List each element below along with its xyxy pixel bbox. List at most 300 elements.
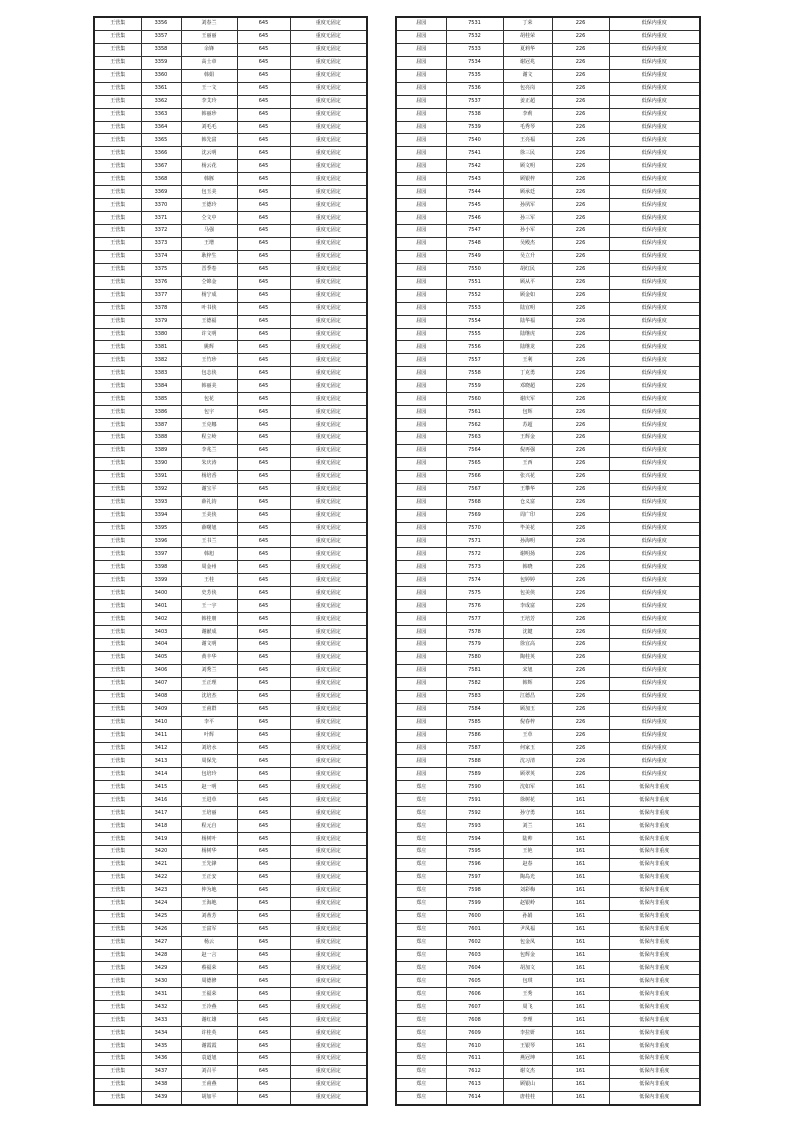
name-cell: 王甫燕 [181,1078,237,1091]
amount-cell: 226 [552,237,609,250]
table-row [94,393,367,406]
table-row [94,626,367,639]
name-cell: 顾文明 [503,160,552,173]
amount-cell: 645 [237,664,290,677]
village-cell: 屈园 [396,626,446,639]
category-cell: 低保内重度 [609,17,700,30]
name-cell: 毛秀琴 [503,121,552,134]
amount-cell: 226 [552,729,609,742]
name-cell: 包培玲 [181,768,237,781]
category-cell: 重度无固定 [290,923,367,936]
amount-cell: 226 [552,651,609,664]
name-cell: 谢文明 [181,639,237,652]
village-cell: 屈园 [396,548,446,561]
village-cell: 王营集 [94,406,141,419]
village-cell: 王营集 [94,1091,141,1104]
table-row [396,237,700,250]
id-cell: 3417 [141,807,181,820]
name-cell: 叶辉 [181,729,237,742]
name-cell: 倪再强 [503,444,552,457]
amount-cell: 645 [237,212,290,225]
village-cell: 王营集 [94,1065,141,1078]
id-cell: 3391 [141,470,181,483]
amount-cell: 161 [552,975,609,988]
amount-cell: 645 [237,1065,290,1078]
village-cell: 王营集 [94,393,141,406]
category-cell: 重度无固定 [290,496,367,509]
category-cell: 低保内重度 [609,419,700,432]
id-cell: 7602 [446,936,503,949]
amount-cell: 226 [552,160,609,173]
id-cell: 3435 [141,1040,181,1053]
amount-cell: 226 [552,380,609,393]
id-cell: 3405 [141,651,181,664]
category-cell: 低保内非重度 [609,988,700,1001]
village-cell: 王营集 [94,975,141,988]
amount-cell: 645 [237,755,290,768]
amount-cell: 645 [237,1014,290,1027]
id-cell: 3396 [141,535,181,548]
id-cell: 3363 [141,108,181,121]
name-cell: 王克娜 [181,419,237,432]
id-cell: 7555 [446,328,503,341]
name-cell: 陆宜明 [503,302,552,315]
name-cell: 徐树花 [503,794,552,807]
amount-cell: 645 [237,535,290,548]
name-cell: 孙守勇 [503,807,552,820]
id-cell: 7588 [446,755,503,768]
village-cell: 屈园 [396,237,446,250]
name-cell: 包花 [181,393,237,406]
name-cell: 王攀华 [503,483,552,496]
table-row [396,250,700,263]
table-row [94,276,367,289]
amount-cell: 645 [237,121,290,134]
village-cell: 郑庄 [396,1053,446,1066]
name-cell: 谢文杰 [503,1065,552,1078]
id-cell: 3401 [141,600,181,613]
category-cell: 低保内非重度 [609,1078,700,1091]
village-cell: 王营集 [94,884,141,897]
name-cell: 王利 [503,354,552,367]
name-cell: 王德福 [181,315,237,328]
name-cell: 包婷婷 [503,574,552,587]
name-cell: 周保先 [181,755,237,768]
village-cell: 王营集 [94,212,141,225]
amount-cell: 645 [237,923,290,936]
id-cell: 7593 [446,820,503,833]
id-cell: 3378 [141,302,181,315]
category-cell: 重度无固定 [290,69,367,82]
village-cell: 屈园 [396,600,446,613]
category-cell: 低保内非重度 [609,1001,700,1014]
amount-cell: 645 [237,1078,290,1091]
name-cell: 周飞 [503,1001,552,1014]
name-cell: 王进草 [181,794,237,807]
name-cell: 孙娟 [503,910,552,923]
table-row [396,30,700,43]
id-cell: 7580 [446,651,503,664]
amount-cell: 226 [552,276,609,289]
village-cell: 屈园 [396,535,446,548]
name-cell: 吴立升 [503,250,552,263]
name-cell: 王艳 [503,846,552,859]
table-row [396,703,700,716]
village-cell: 王营集 [94,587,141,600]
amount-cell: 645 [237,82,290,95]
name-cell: 程立岭 [181,432,237,445]
id-cell: 3370 [141,199,181,212]
table-row [94,328,367,341]
table-row [396,988,700,1001]
category-cell: 低保内重度 [609,328,700,341]
amount-cell: 226 [552,742,609,755]
amount-cell: 161 [552,833,609,846]
id-cell: 7545 [446,199,503,212]
category-cell: 低保内重度 [609,432,700,445]
category-cell: 重度无固定 [290,613,367,626]
village-cell: 王营集 [94,677,141,690]
table-row [396,1014,700,1027]
id-cell: 3374 [141,250,181,263]
table-row [94,1001,367,1014]
table-row [94,173,367,186]
amount-cell: 161 [552,936,609,949]
name-cell: 徐宜高 [503,639,552,652]
category-cell: 重度无固定 [290,664,367,677]
category-cell: 低保内重度 [609,535,700,548]
name-cell: 顾银山 [503,1078,552,1091]
name-cell: 倪春梓 [503,716,552,729]
id-cell: 3386 [141,406,181,419]
name-cell: 叶书侠 [181,302,237,315]
table-row [94,574,367,587]
table-row [94,613,367,626]
table-row [94,561,367,574]
category-cell: 低保内重度 [609,276,700,289]
id-cell: 7570 [446,522,503,535]
id-cell: 3392 [141,483,181,496]
id-cell: 7554 [446,315,503,328]
table-row [396,897,700,910]
table-row [396,56,700,69]
village-cell: 屈园 [396,768,446,781]
category-cell: 低保内非重度 [609,871,700,884]
table-row [396,509,700,522]
name-cell: 韩桂朋 [181,613,237,626]
table-row [94,315,367,328]
village-cell: 郑庄 [396,923,446,936]
table-row [396,419,700,432]
table-row [94,781,367,794]
amount-cell: 645 [237,483,290,496]
village-cell: 屈园 [396,664,446,677]
table-row [396,1027,700,1040]
table-row [396,548,700,561]
name-cell: 沈键 [503,626,552,639]
table-row [396,690,700,703]
table-row [396,1001,700,1014]
amount-cell: 645 [237,600,290,613]
amount-cell: 226 [552,522,609,535]
category-cell: 重度无固定 [290,561,367,574]
id-cell: 7562 [446,419,503,432]
amount-cell: 645 [237,1053,290,1066]
table-row [94,186,367,199]
category-cell: 重度无固定 [290,95,367,108]
category-cell: 重度无固定 [290,43,367,56]
amount-cell: 645 [237,302,290,315]
id-cell: 7605 [446,975,503,988]
id-cell: 3358 [141,43,181,56]
id-cell: 3421 [141,858,181,871]
id-cell: 7595 [446,846,503,859]
category-cell: 重度无固定 [290,367,367,380]
category-cell: 重度无固定 [290,729,367,742]
village-cell: 郑庄 [396,1040,446,1053]
table-row [396,95,700,108]
category-cell: 低保内重度 [609,56,700,69]
category-cell: 低保内重度 [609,69,700,82]
category-cell: 低保内非重度 [609,923,700,936]
village-cell: 郑庄 [396,1001,446,1014]
category-cell: 重度无固定 [290,419,367,432]
category-cell: 重度无固定 [290,250,367,263]
table-row [396,289,700,302]
category-cell: 重度无固定 [290,457,367,470]
id-cell: 7610 [446,1040,503,1053]
table-row [396,457,700,470]
village-cell: 王营集 [94,432,141,445]
village-cell: 王营集 [94,134,141,147]
table-row [396,936,700,949]
village-cell: 王营集 [94,250,141,263]
table-row [94,522,367,535]
category-cell: 重度无固定 [290,212,367,225]
name-cell: 朱庆涛 [181,457,237,470]
category-cell: 低保内非重度 [609,884,700,897]
table-row [94,768,367,781]
category-cell: 重度无固定 [290,121,367,134]
amount-cell: 226 [552,289,609,302]
table-row [396,134,700,147]
name-cell: 谢霞霞 [181,1040,237,1053]
category-cell: 重度无固定 [290,574,367,587]
amount-cell: 226 [552,600,609,613]
category-cell: 低保内重度 [609,548,700,561]
village-cell: 屈园 [396,483,446,496]
category-cell: 重度无固定 [290,483,367,496]
category-cell: 重度无固定 [290,781,367,794]
name-cell: 蔡福荣 [181,962,237,975]
table-row [94,716,367,729]
table-row [94,1014,367,1027]
name-cell: 宋旭 [503,664,552,677]
id-cell: 3404 [141,639,181,652]
category-cell: 低保内重度 [609,341,700,354]
name-cell: 谢庆军 [503,393,552,406]
category-cell: 重度无固定 [290,276,367,289]
id-cell: 3403 [141,626,181,639]
id-cell: 3415 [141,781,181,794]
table-row [94,237,367,250]
village-cell: 郑庄 [396,1014,446,1027]
id-cell: 3384 [141,380,181,393]
name-cell: 王冷燕 [181,1001,237,1014]
village-cell: 王营集 [94,237,141,250]
id-cell: 7551 [446,276,503,289]
village-cell: 屈园 [396,173,446,186]
village-cell: 郑庄 [396,846,446,859]
id-cell: 3395 [141,522,181,535]
amount-cell: 645 [237,328,290,341]
table-row [396,341,700,354]
category-cell: 重度无固定 [290,225,367,238]
name-cell: 何家玉 [503,742,552,755]
id-cell: 3398 [141,561,181,574]
category-cell: 低保内重度 [609,367,700,380]
name-cell: 刘秀兰 [181,664,237,677]
village-cell: 屈园 [396,289,446,302]
table-row [396,833,700,846]
village-cell: 王营集 [94,108,141,121]
id-cell: 3390 [141,457,181,470]
category-cell: 低保内重度 [609,483,700,496]
table-row [94,1027,367,1040]
id-cell: 7535 [446,69,503,82]
category-cell: 重度无固定 [290,535,367,548]
category-cell: 重度无固定 [290,1001,367,1014]
village-cell: 王营集 [94,690,141,703]
category-cell: 低保内重度 [609,587,700,600]
village-cell: 屈园 [396,729,446,742]
name-cell: 晋季卷 [181,263,237,276]
table-row [94,794,367,807]
village-cell: 王营集 [94,95,141,108]
amount-cell: 645 [237,639,290,652]
table-row [396,768,700,781]
id-cell: 3433 [141,1014,181,1027]
village-cell: 王营集 [94,833,141,846]
amount-cell: 645 [237,380,290,393]
amount-cell: 645 [237,871,290,884]
table-row [94,212,367,225]
village-cell: 王营集 [94,535,141,548]
id-cell: 3365 [141,134,181,147]
name-cell: 史芳侠 [181,587,237,600]
category-cell: 重度无固定 [290,30,367,43]
village-cell: 王营集 [94,444,141,457]
category-cell: 重度无固定 [290,432,367,445]
village-cell: 屈园 [396,639,446,652]
id-cell: 7579 [446,639,503,652]
village-cell: 王营集 [94,69,141,82]
village-cell: 屈园 [396,302,446,315]
amount-cell: 226 [552,56,609,69]
id-cell: 7589 [446,768,503,781]
id-cell: 3368 [141,173,181,186]
table-row [94,897,367,910]
village-cell: 屈园 [396,147,446,160]
table-row [94,95,367,108]
village-cell: 王营集 [94,807,141,820]
name-cell: 丁克勇 [503,367,552,380]
id-cell: 3420 [141,846,181,859]
table-row [94,367,367,380]
name-cell: 顾金如 [503,289,552,302]
id-cell: 7584 [446,703,503,716]
name-cell: 赵银岭 [503,897,552,910]
category-cell: 低保内重度 [609,263,700,276]
village-cell: 王营集 [94,846,141,859]
village-cell: 屈园 [396,186,446,199]
village-cell: 屈园 [396,134,446,147]
name-cell: 包志侠 [181,367,237,380]
village-cell: 王营集 [94,1053,141,1066]
table-row [396,1040,700,1053]
amount-cell: 645 [237,690,290,703]
amount-cell: 645 [237,897,290,910]
category-cell: 低保内非重度 [609,1014,700,1027]
name-cell: 沈如军 [503,781,552,794]
id-cell: 7563 [446,432,503,445]
village-cell: 王营集 [94,781,141,794]
id-cell: 7568 [446,496,503,509]
table-row [396,302,700,315]
category-cell: 低保内非重度 [609,962,700,975]
amount-cell: 161 [552,962,609,975]
name-cell: 高士章 [181,56,237,69]
amount-cell: 645 [237,1091,290,1104]
name-cell: 胡红民 [503,263,552,276]
amount-cell: 226 [552,716,609,729]
category-cell: 重度无固定 [290,302,367,315]
name-cell: 顾从平 [503,276,552,289]
id-cell: 3366 [141,147,181,160]
amount-cell: 645 [237,833,290,846]
table-row [94,820,367,833]
village-cell: 王营集 [94,302,141,315]
category-cell: 重度无固定 [290,587,367,600]
id-cell: 7557 [446,354,503,367]
name-cell: 王草 [503,729,552,742]
village-cell: 王营集 [94,794,141,807]
amount-cell: 226 [552,690,609,703]
amount-cell: 645 [237,858,290,871]
amount-cell: 645 [237,768,290,781]
category-cell: 低保内非重度 [609,858,700,871]
amount-cell: 226 [552,69,609,82]
amount-cell: 645 [237,587,290,600]
name-cell: 包玉美 [181,186,237,199]
category-cell: 重度无固定 [290,199,367,212]
amount-cell: 226 [552,17,609,30]
village-cell: 屈园 [396,574,446,587]
category-cell: 重度无固定 [290,444,367,457]
amount-cell: 161 [552,1040,609,1053]
name-cell: 江德昌 [503,690,552,703]
id-cell: 3429 [141,962,181,975]
village-cell: 王营集 [94,276,141,289]
id-cell: 3371 [141,212,181,225]
name-cell: 杨宁成 [181,289,237,302]
id-cell: 7558 [446,367,503,380]
table-row [94,1078,367,1091]
village-cell: 王营集 [94,716,141,729]
name-cell: 王富军 [181,923,237,936]
table-row [94,910,367,923]
category-cell: 重度无固定 [290,1040,367,1053]
